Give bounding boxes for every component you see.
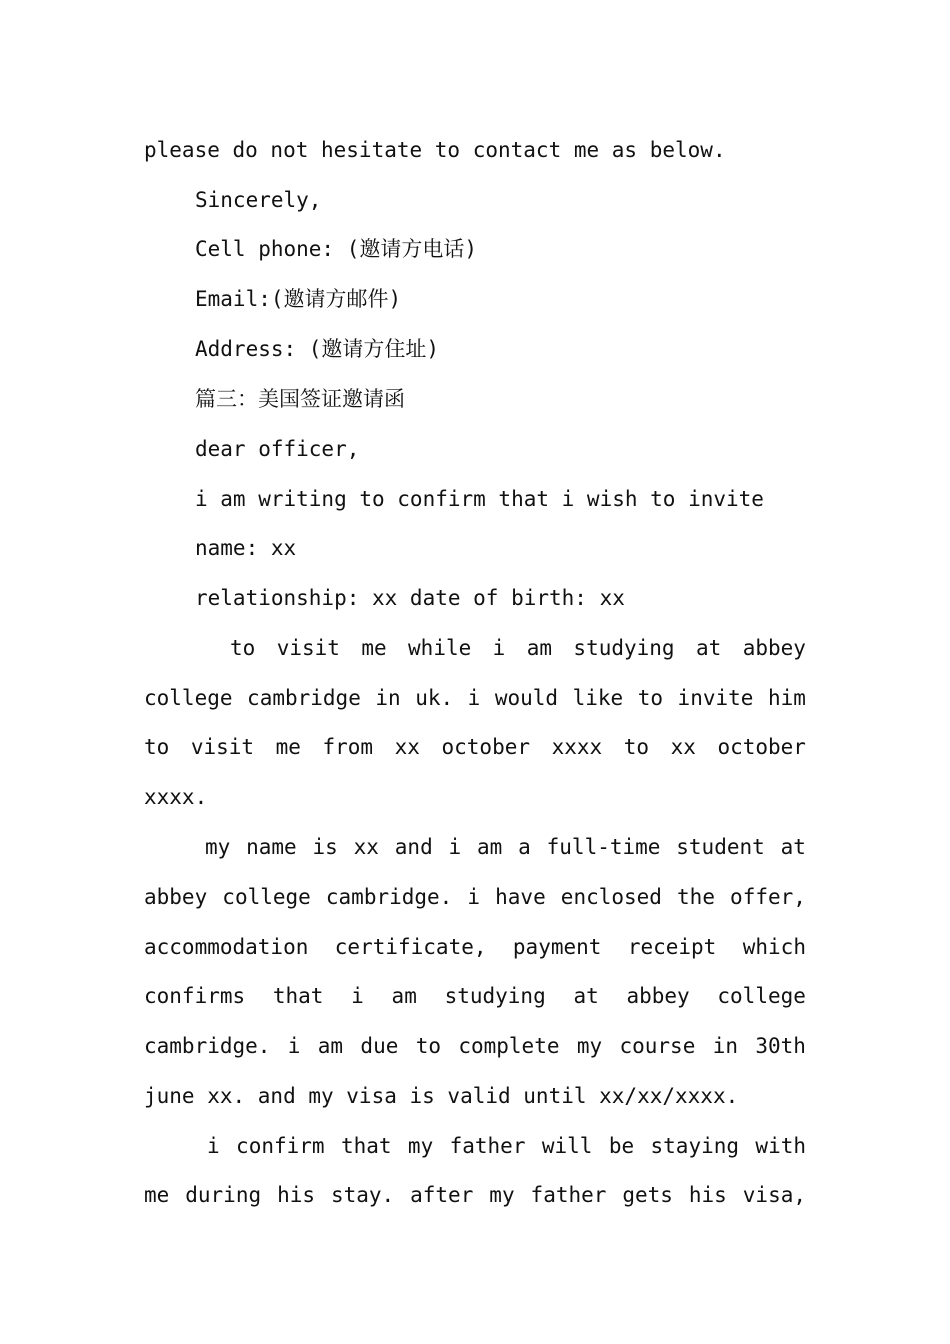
word: visit: [276, 636, 340, 660]
word: to: [637, 686, 664, 710]
word: to: [144, 735, 170, 759]
word: uk.: [415, 686, 454, 710]
word: confirms: [144, 984, 246, 1008]
word: am: [391, 984, 417, 1008]
word: studying: [573, 636, 675, 660]
word: xx: [394, 735, 420, 759]
word: student: [676, 835, 765, 859]
word: a: [518, 835, 531, 859]
word: father: [449, 1134, 526, 1158]
word: college: [222, 885, 311, 909]
word: complete: [458, 1034, 560, 1058]
word: accommodation: [144, 935, 309, 959]
contact-email-line: Email:(邀请方邮件): [195, 287, 402, 311]
word: at: [573, 984, 599, 1008]
word: is: [312, 835, 338, 859]
word: gets: [622, 1183, 673, 1207]
word: his: [277, 1183, 315, 1207]
invitee-relationship-line: relationship: xx date of birth: xx: [195, 586, 625, 610]
word: cambridge.: [144, 1034, 271, 1058]
word: i: [467, 686, 481, 710]
text-line: [144, 1032, 806, 1060]
word: to: [623, 735, 650, 759]
text-line: [144, 684, 806, 712]
word: me: [144, 1183, 170, 1207]
text-line: [144, 982, 806, 1010]
text-line: i am writing to confirm that i wish to invite: [195, 487, 764, 511]
word: i: [207, 1134, 220, 1158]
invitee-name-line: name: xx: [195, 536, 297, 560]
word: my: [205, 835, 231, 859]
letter-greeting: dear officer,: [195, 437, 360, 461]
word: after: [410, 1183, 474, 1207]
word: i: [448, 835, 462, 859]
word: from: [322, 735, 374, 759]
word: at: [780, 835, 806, 859]
word: full-time: [546, 835, 661, 859]
word: him: [767, 686, 806, 710]
word: due: [360, 1034, 399, 1058]
text-line: please do not hesitate to contact me as below.: [144, 138, 726, 162]
word: visit: [190, 735, 255, 759]
contact-phone-line: Cell phone: (邀请方电话): [195, 237, 478, 261]
text-line: [205, 833, 806, 861]
word: like: [572, 686, 624, 710]
word: october: [441, 735, 531, 759]
word: college: [144, 686, 233, 710]
word: xx: [670, 735, 696, 759]
word: during: [185, 1183, 262, 1207]
closing-salutation: Sincerely,: [195, 188, 322, 212]
word: abbey: [742, 636, 806, 660]
text-line: june xx. and my visa is valid until xx/xx/xxxx.: [144, 1084, 739, 1108]
word: am: [526, 636, 553, 660]
word: october: [717, 735, 806, 759]
word: college: [717, 984, 806, 1008]
word: which: [742, 935, 806, 959]
word: father: [530, 1183, 607, 1207]
word: name: [246, 835, 297, 859]
contact-address-line: Address: (邀请方住址): [195, 337, 440, 361]
text-line: [230, 634, 806, 662]
word: stay.: [330, 1183, 395, 1207]
word: certificate,: [334, 935, 487, 959]
text-line: [144, 733, 806, 761]
word: xxxx: [551, 735, 603, 759]
word: cambridge: [247, 686, 361, 710]
word: that: [272, 984, 324, 1008]
word: be: [608, 1134, 635, 1158]
word: staying: [650, 1134, 740, 1158]
word: studying: [444, 984, 546, 1008]
text-line: [144, 1181, 806, 1209]
word: i: [492, 636, 506, 660]
word: invite: [677, 686, 754, 710]
text-line: [144, 883, 806, 911]
word: the: [677, 885, 715, 909]
text-line: [144, 933, 806, 961]
word: visa,: [742, 1183, 806, 1207]
word: xx: [353, 835, 379, 859]
word: in: [712, 1034, 738, 1058]
word: abbey: [626, 984, 690, 1008]
word: my: [407, 1134, 434, 1158]
text-line: [207, 1132, 806, 1160]
word: i: [351, 984, 364, 1008]
word: my: [576, 1034, 603, 1058]
word: that: [340, 1134, 392, 1158]
word: to: [415, 1034, 441, 1058]
word: with: [755, 1134, 806, 1158]
word: his: [688, 1183, 727, 1207]
word: while: [408, 636, 472, 660]
section-heading: 篇三：美国签证邀请函: [195, 387, 405, 411]
word: confirm: [236, 1134, 325, 1158]
word: i: [287, 1034, 301, 1058]
word: and: [394, 835, 433, 859]
word: will: [541, 1134, 593, 1158]
word: receipt: [627, 935, 717, 959]
word: cambridge.: [325, 885, 453, 909]
word: to: [230, 636, 256, 660]
word: in: [375, 686, 401, 710]
word: me: [361, 636, 387, 660]
word: me: [275, 735, 301, 759]
word: have: [495, 885, 546, 909]
word: 30th: [755, 1034, 806, 1058]
word: would: [494, 686, 559, 710]
text-line: xxxx.: [144, 785, 208, 809]
word: my: [489, 1183, 515, 1207]
word: at: [695, 636, 722, 660]
word: course: [619, 1034, 696, 1058]
word: am: [317, 1034, 344, 1058]
word: payment: [512, 935, 602, 959]
word: abbey: [144, 885, 208, 909]
word: i: [467, 885, 481, 909]
word: offer,: [730, 885, 806, 909]
word: enclosed: [560, 885, 662, 909]
word: am: [477, 835, 503, 859]
